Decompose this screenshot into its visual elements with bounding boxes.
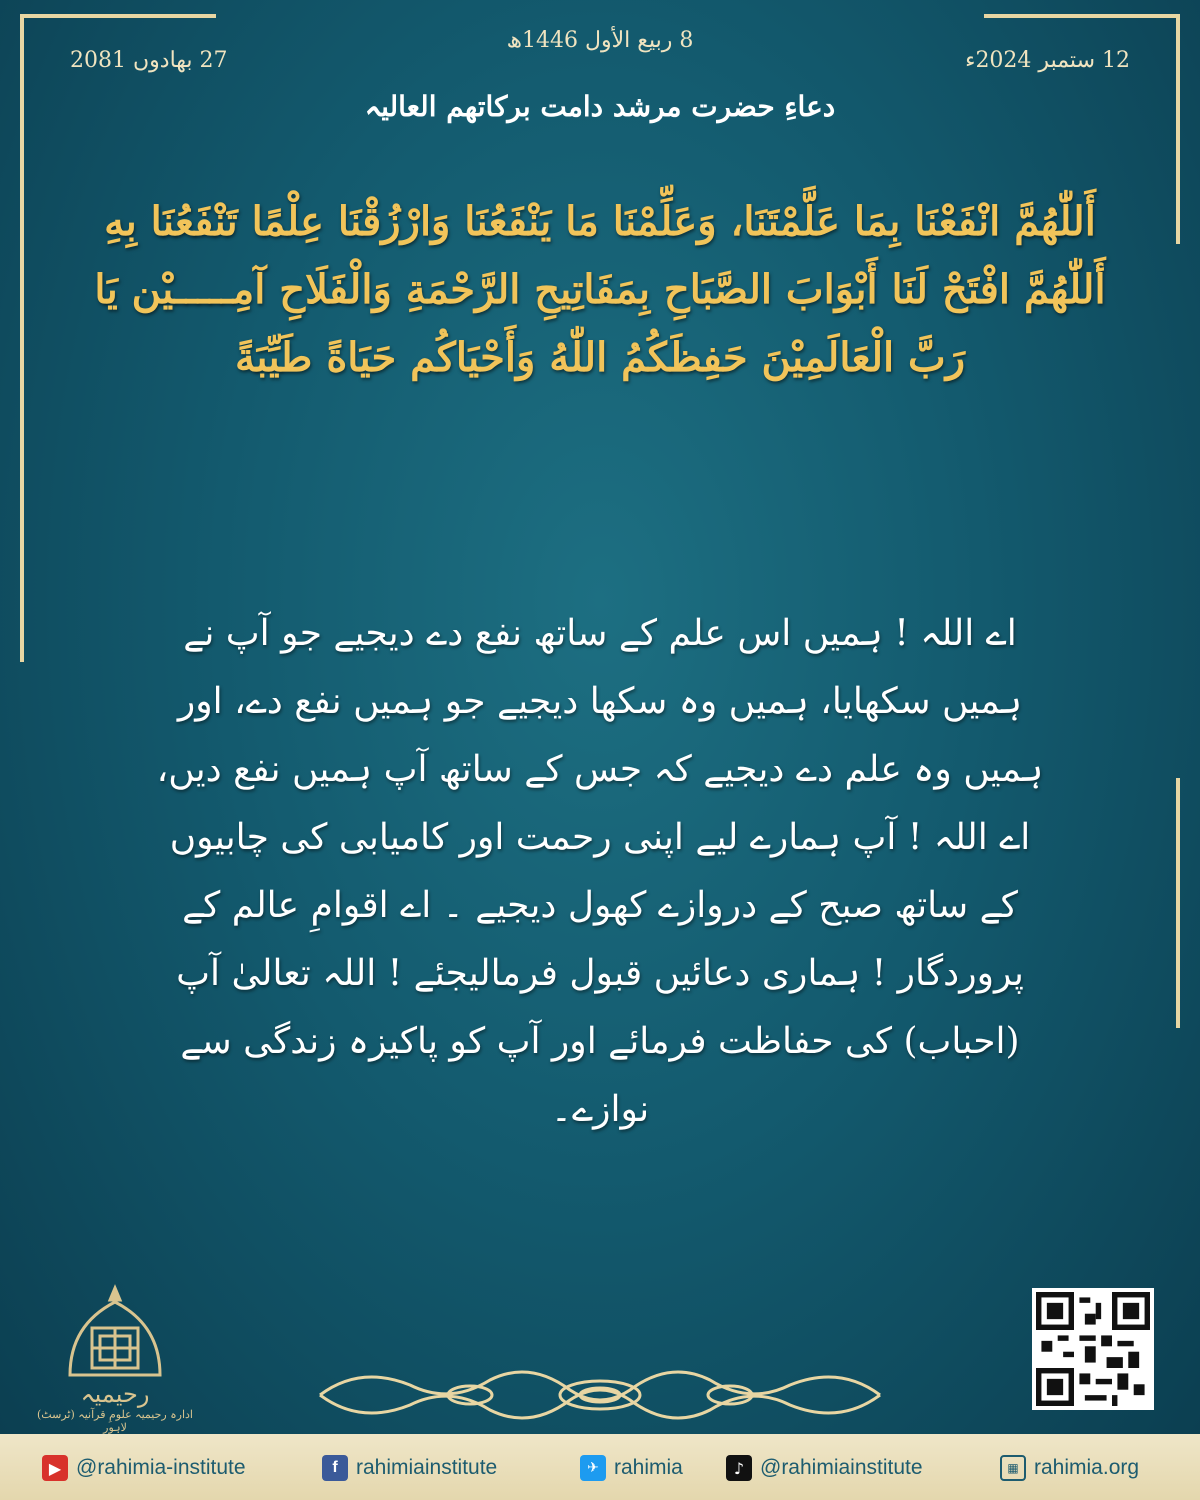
frame-top-left xyxy=(20,14,216,18)
frame-right-bottom xyxy=(1176,778,1180,1028)
qr-pattern-icon xyxy=(1036,1292,1150,1406)
facebook-link[interactable] xyxy=(322,1453,497,1483)
facebook-handle: rahimiainstitute xyxy=(356,1456,498,1479)
hijri-date: 8 ربیع الأول 1446ھ xyxy=(506,28,694,53)
twitter-handle: rahimia xyxy=(614,1456,683,1479)
decorative-ornament xyxy=(300,1360,900,1430)
website-link[interactable] xyxy=(1000,1453,1139,1483)
page-title: دعاءِ حضرت مرشد دامت برکاتھم العالیہ xyxy=(364,90,836,123)
bikrami-date: 27 بھادوں 2081 xyxy=(70,48,228,73)
logo-caption: ادارہ رحیمیہ علومِ قرآنیہ (ٹرسٹ) لاہور xyxy=(37,1408,193,1434)
website-url: rahimia.org xyxy=(1034,1456,1140,1479)
tiktok-icon: ♪ xyxy=(726,1455,752,1481)
logo-wordmark: رحیمیہ xyxy=(80,1380,150,1408)
qr-code[interactable] xyxy=(1032,1288,1154,1410)
tiktok-handle: @rahimiainstitute xyxy=(760,1456,923,1479)
youtube-link[interactable] xyxy=(42,1453,246,1483)
youtube-handle: @rahimia-institute xyxy=(76,1456,246,1479)
facebook-icon: f xyxy=(322,1455,348,1481)
tiktok-link[interactable] xyxy=(726,1453,923,1483)
youtube-icon: ▶ xyxy=(42,1455,68,1481)
urdu-translation-text: اے اللہ ! ہمیں اس علم کے ساتھ نفع دے دیجیے جو آپ نے ہمیں سکھایا، ہمیں وہ سکھا دیجیے جو ہمیں نفع دے، اور ہمیں وہ علم دے دیجیے کہ جس کے ساتھ آپ ہمیں نفع دیں، اے اللہ ! آپ ہمارے لیے اپنی رحمت اور کامیابی کی چابیوں کے ساتھ صبح کے دروازے کھول دیجیے ۔ اے اقوامِ عالم کے پروردگار ! ہماری دعائیں قبول فرمالیجئے ! اللہ تعالیٰ آپ (احباب) کی حفاظت فرمائے اور آپ کو پاکیزہ زندگی سے نوازے۔ xyxy=(156,613,1044,1130)
qr-small-icon: ▦ xyxy=(1000,1455,1026,1481)
arabic-dua-text: أَللّٰهُمَّ انْفَعْنَا بِمَا عَلَّمْتَنَا، وَعَلِّمْنَا مَا يَنْفَعُنَا وَارْزُقْنَا عِلْمًا تَنْفَعُنَا بِهِ أَللّٰهُمَّ افْتَحْ لَنَا أَبْوَابَ الصَّبَاحِ بِمَفَاتِيحِ الرَّحْمَةِ وَالْفَلَاحِ آمِـــــيْن يَا رَبَّ الْعَالَمِيْنَ حَفِظَكُمُ اللّٰهُ وَأَحْيَاكُم حَيَاةً طَيِّبَةً xyxy=(94,198,1106,381)
frame-top-right xyxy=(984,14,1180,18)
gregorian-date: 12 ستمبر 2024ء xyxy=(965,48,1130,73)
twitter-icon: ✈ xyxy=(580,1455,606,1481)
twitter-link[interactable] xyxy=(580,1453,683,1483)
